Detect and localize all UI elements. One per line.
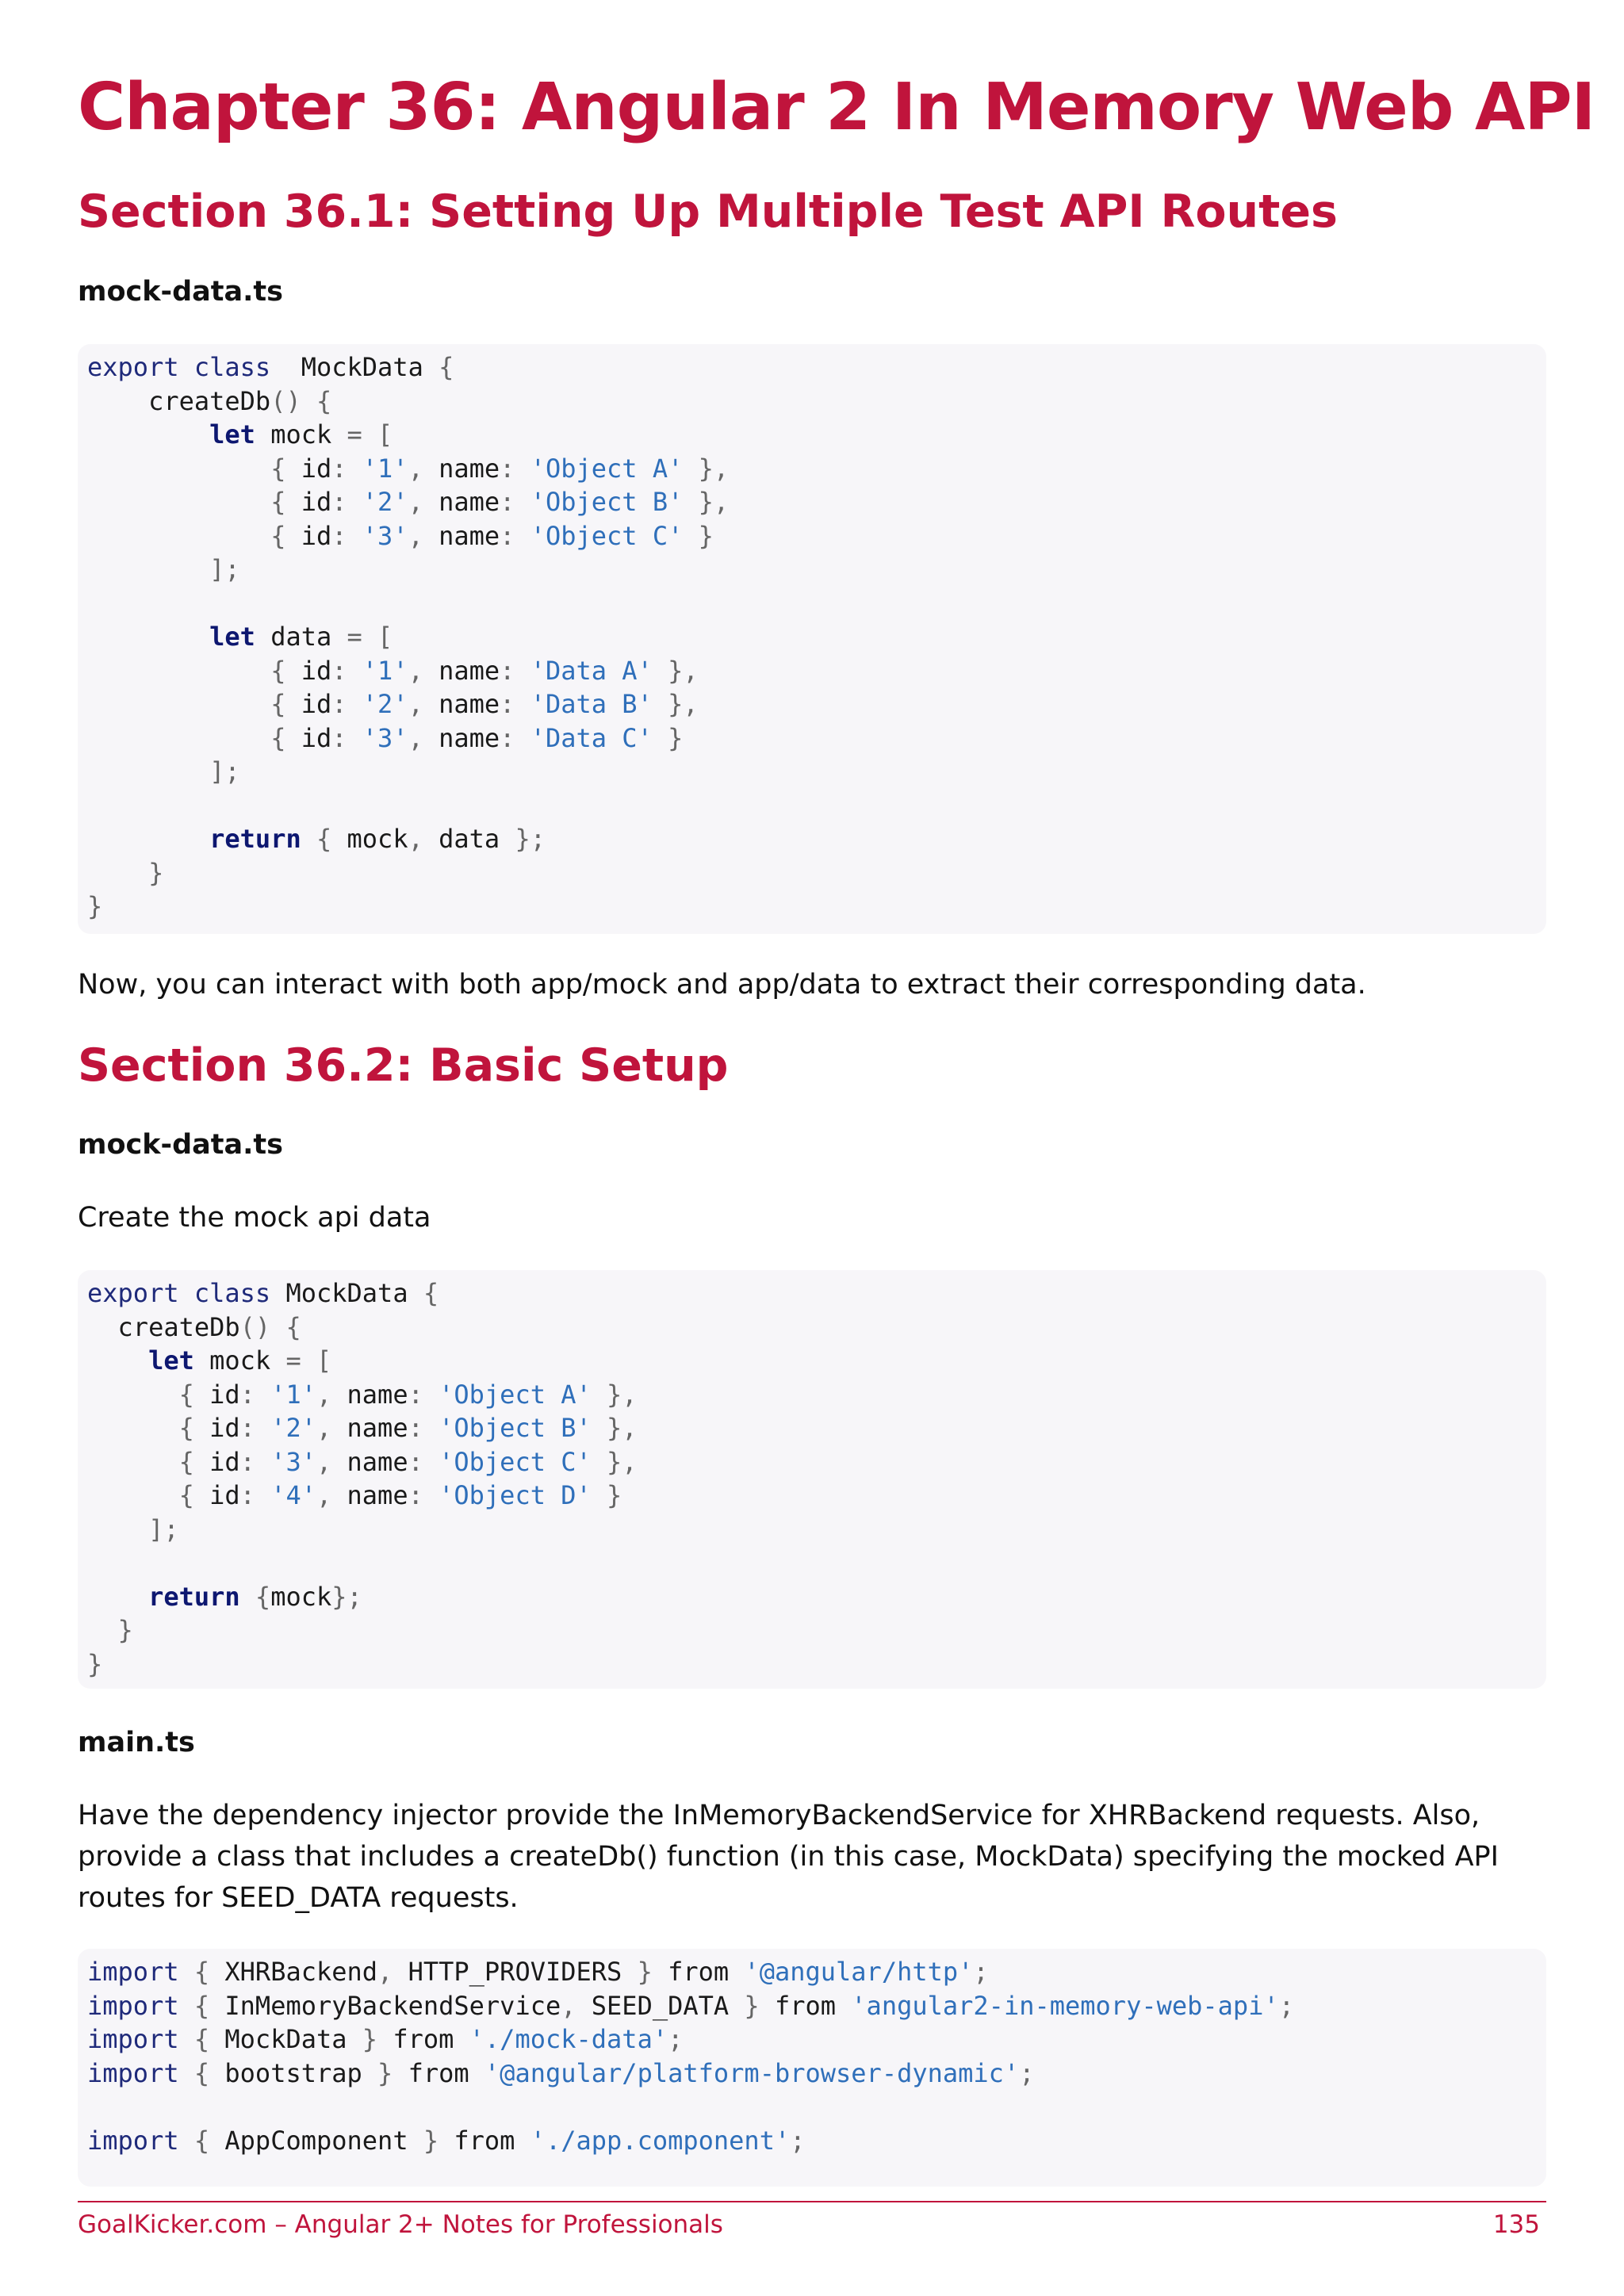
paragraph: Create the mock api data [78,1202,431,1234]
code-line: import { bootstrap } from '@angular/platform-browser-dynamic'; [87,2057,1035,2088]
code-line [87,1546,1537,1580]
code-line: import { XHRBackend, HTTP_PROVIDERS } from '@angular/http'; [87,1957,989,1987]
code-line [87,587,1537,621]
code-line: import { MockData } from './mock-data'; [87,2024,684,2054]
code-line: { id: '3', name: 'Object C' } [270,520,714,551]
code-line: { id: '3', name: 'Data C' } [270,722,684,753]
code-line: import { InMemoryBackendService, SEED_DATA } from 'angular2-in-memory-web-api'; [87,1990,1294,2021]
code-line: export class MockData { [87,352,454,382]
code-block [78,1949,1546,2187]
code-line [87,2090,1537,2124]
paragraph: Have the dependency injector provide the InMemoryBackendService for XHRBackend requests. Also, provide a class that includes a createDb() function (in this case, MockData) specifying the mocked API routes for SEED_DATA requests. [78,1800,1499,1914]
code-line: { id: '3', name: 'Object C' }, [178,1446,638,1477]
code-line: } [148,857,164,888]
code-line: ]; [209,554,240,584]
code-line: let mock = [ [209,419,393,450]
code-line: { id: '2', name: 'Data B' }, [270,689,699,719]
page-number: 135 [1492,2210,1540,2239]
code-line: } [117,1615,133,1645]
code-line: export class MockData { [87,1278,439,1308]
code-line: createDb() { [87,385,332,416]
chapter-title: Chapter 36: Angular 2 In Memory Web API [78,70,1595,145]
code-line: } [87,1648,103,1679]
code-line: { id: '2', name: 'Object B' }, [270,487,730,517]
section-title: Section 36.2: Basic Setup [78,1039,729,1092]
file-label: mock-data.ts [78,1129,283,1161]
page-footer [78,2209,1546,2241]
code-line: createDb() { [87,1311,301,1342]
code-line: } [87,891,103,921]
code-line: { id: '4', name: 'Object D' } [178,1480,622,1510]
code-line: import { AppComponent } from './app.component'; [87,2125,806,2156]
code-line: { id: '1', name: 'Object A' }, [178,1379,638,1410]
code-line: return { mock, data }; [209,824,546,854]
footer-link[interactable]: GoalKicker.com – Angular 2+ Notes for Professionals [78,2210,723,2239]
footer-divider [78,2201,1546,2202]
code-line: let data = [ [209,622,393,652]
file-label: main.ts [78,1727,195,1758]
code-block [78,344,1546,934]
section-title: Section 36.1: Setting Up Multiple Test API Routes [78,186,1338,238]
code-line: { id: '1', name: 'Data A' }, [270,655,699,686]
paragraph: Now, you can interact with both app/mock and app/data to extract their corresponding data. [78,969,1366,1001]
code-line: { id: '2', name: 'Object B' }, [178,1413,638,1443]
code-line: ]; [148,1513,179,1544]
code-line: { id: '1', name: 'Object A' }, [270,453,730,484]
code-line: return {mock}; [148,1581,362,1612]
code-line [87,789,1537,823]
file-label: mock-data.ts [78,276,283,308]
code-line: let mock = [ [148,1345,332,1376]
code-line: ]; [209,756,240,786]
code-block [78,1270,1546,1689]
